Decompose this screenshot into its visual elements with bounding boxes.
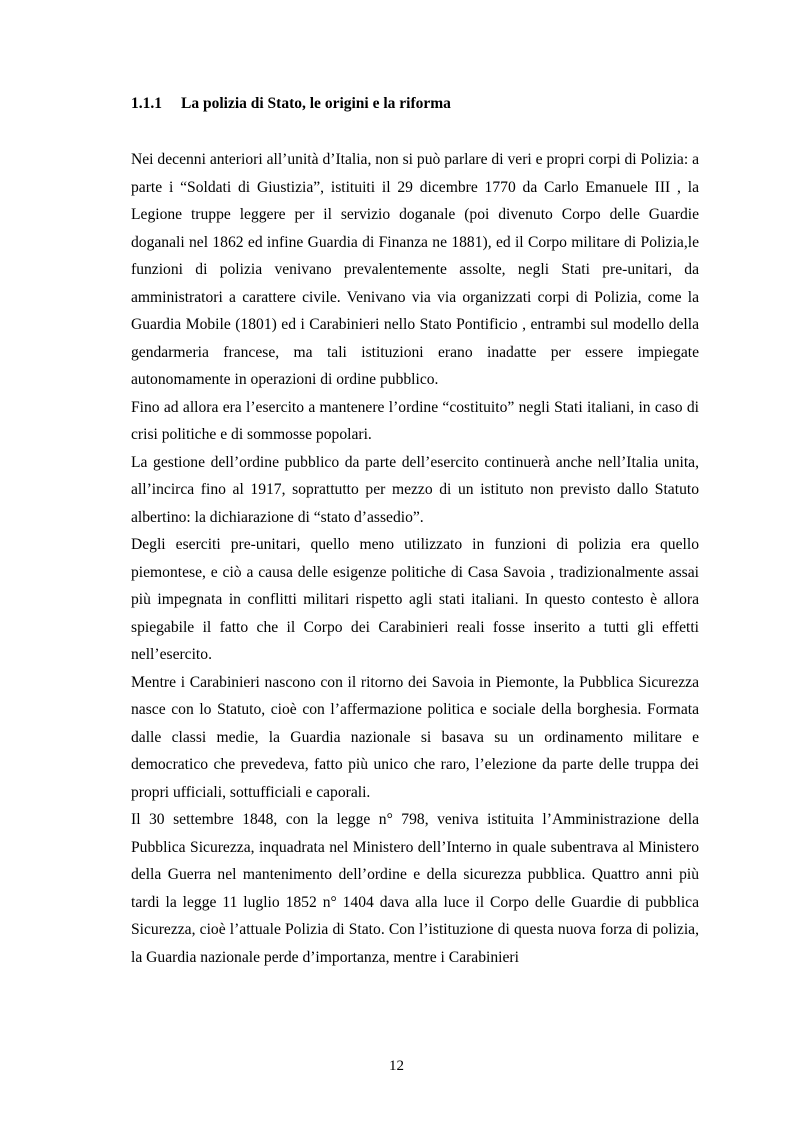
body-text [131,146,699,971]
section-number: 1.1.1 [131,95,162,112]
section-title: La polizia di Stato, le origini e la riforma [181,95,451,112]
paragraph: Nei decenni anteriori all’unità d’Italia, non si può parlare di veri e propri corpi di Polizia: a parte i “Soldati di Giustizia”, istituiti il 29 dicembre 1770 da Carlo Emanuele III , la Legione truppe leggere per il servizio doganale (poi divenuto Corpo delle Guardie doganali nel 1862 ed infine Guardia di Finanza ne 1881), ed il Corpo militare di Polizia,le funzioni di polizia venivano prevalentemente assolte, negli Stati pre-unitari, da amministratori a carattere civile. Venivano via via organizzati corpi di Polizia, come la Guardia Mobile (1801) ed i Carabinieri nello Stato Pontificio , entrambi sul modello della gendarmeria francese, ma tali istituzioni erano inadatte per essere impiegate autonomamente in operazioni di ordine pubblico. [131,151,699,388]
paragraph: Degli eserciti pre-unitari, quello meno utilizzato in funzioni di polizia era quello piemontese, e ciò a causa delle esigenze politiche di Casa Savoia , tradizionalmente assai più impegnata in conflitti militari rispetto agli stati italiani. In questo contesto è allora spiegabile il fatto che il Corpo dei Carabinieri reali fosse inserito a tutti gli effetti nell’esercito. [131,536,699,663]
paragraph: Fino ad allora era l’esercito a mantenere l’ordine “costituito” negli Stati italiani, in caso di crisi politiche e di sommosse popolari. [131,398,699,443]
paragraph: La gestione dell’ordine pubblico da parte dell’esercito continuerà anche nell’Italia unita, all’incirca fino al 1917, soprattutto per mezzo di un istituto non previsto dallo Statuto albertino: la dichiarazione di “stato d’assedio”. [131,453,699,526]
page-number: 12 [389,1058,404,1074]
section-heading [131,94,701,114]
paragraph: Mentre i Carabinieri nascono con il ritorno dei Savoia in Piemonte, la Pubblica Sicurezza nasce con lo Statuto, cioè con l’affermazione politica e sociale della borghesia. Formata dalle classi medie, la Guardia nazionale si basava su un ordinamento militare e democratico che prevedeva, fatto più unico che raro, l’elezione da parte delle truppa dei propri ufficiali, sottufficiali e caporali. [131,673,699,801]
paragraph: Il 30 settembre 1848, con la legge n° 798, veniva istituita l’Amministrazione della Pubblica Sicurezza, inquadrata nel Ministero dell’Interno in quale subentrava al Ministero della Guerra nel mantenimento dell’ordine e della sicurezza pubblica. Quattro anni più tardi la legge 11 luglio 1852 n° 1404 dava alla luce il Corpo delle Guardie di pubblica Sicurezza, cioè l’attuale Polizia di Stato. Con l’istituzione di questa nuova forza di polizia, la Guardia nazionale perde d’importanza, mentre i Carabinieri [131,811,699,966]
